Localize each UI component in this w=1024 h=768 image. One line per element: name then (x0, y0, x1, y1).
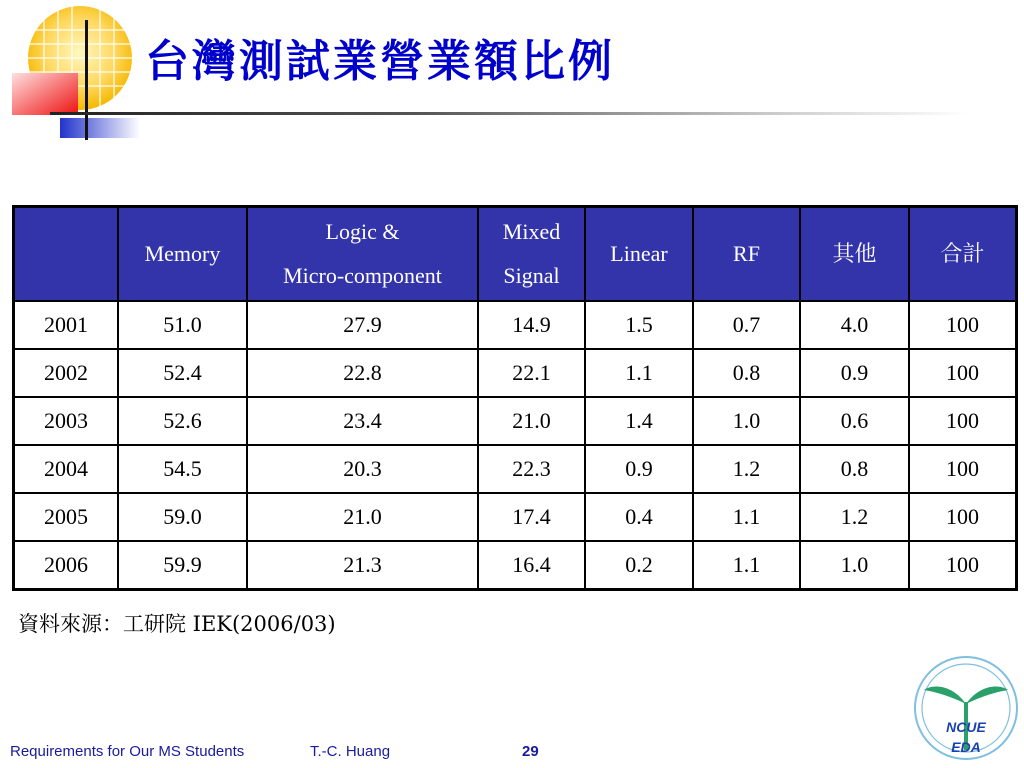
table-cell-mixed-signal: 22.3 (478, 445, 585, 493)
footer-author: T.-C. Huang (310, 743, 391, 760)
table-cell-total: 100 (909, 541, 1015, 588)
table-row (15, 541, 1015, 588)
table-cell-logic: 21.0 (247, 493, 478, 541)
revenue-share-table (12, 205, 1018, 591)
table-cell-linear: 1.5 (585, 301, 693, 349)
table-cell-logic: 23.4 (247, 397, 478, 445)
table-cell-year: 2003 (15, 397, 118, 445)
table-cell-memory: 52.6 (118, 397, 247, 445)
header-cell-total: 合計 (909, 208, 1015, 301)
header-cell-logic: Logic & Micro-component (247, 208, 478, 301)
table-cell-mixed-signal: 17.4 (478, 493, 585, 541)
table-cell-linear: 1.1 (585, 349, 693, 397)
table-row (15, 445, 1015, 493)
data-source-note: 資料來源：工研院 IEK(2006/03) (18, 612, 336, 636)
table-cell-year: 2004 (15, 445, 118, 493)
table-cell-total: 100 (909, 445, 1015, 493)
header-cell-linear: Linear (585, 208, 693, 301)
footer-course-title: Requirements for Our MS Students (10, 743, 245, 760)
table-cell-year: 2002 (15, 349, 118, 397)
table-cell-logic: 22.8 (247, 349, 478, 397)
table-cell-rf: 1.1 (693, 493, 800, 541)
header-cell-year (15, 208, 118, 301)
table-cell-total: 100 (909, 397, 1015, 445)
table-cell-other: 1.0 (800, 541, 909, 588)
table-cell-mixed-signal: 16.4 (478, 541, 585, 588)
table-cell-memory: 59.0 (118, 493, 247, 541)
table-cell-other: 0.6 (800, 397, 909, 445)
table-cell-memory: 51.0 (118, 301, 247, 349)
header-cell-memory: Memory (118, 208, 247, 301)
table-row (15, 397, 1015, 445)
table-cell-logic: 21.3 (247, 541, 478, 588)
table-cell-memory: 59.9 (118, 541, 247, 588)
table-row (15, 301, 1015, 349)
table-cell-other: 0.9 (800, 349, 909, 397)
table-cell-year: 2001 (15, 301, 118, 349)
table-row (15, 349, 1015, 397)
table-cell-total: 100 (909, 349, 1015, 397)
table-cell-year: 2006 (15, 541, 118, 588)
table-cell-rf: 1.0 (693, 397, 800, 445)
title-underline (50, 112, 970, 115)
footer-page-number: 29 (522, 743, 539, 760)
table-cell-linear: 0.4 (585, 493, 693, 541)
table-cell-rf: 0.7 (693, 301, 800, 349)
table-cell-linear: 0.9 (585, 445, 693, 493)
table-cell-total: 100 (909, 301, 1015, 349)
table-cell-mixed-signal: 14.9 (478, 301, 585, 349)
table-cell-other: 4.0 (800, 301, 909, 349)
logo-text-line2: EDA (951, 739, 981, 755)
title-decoration-graphic (0, 0, 160, 150)
table-cell-memory: 54.5 (118, 445, 247, 493)
table-cell-rf: 0.8 (693, 349, 800, 397)
table-header-row (15, 208, 1015, 301)
table-cell-year: 2005 (15, 493, 118, 541)
header-cell-rf: RF (693, 208, 800, 301)
table-cell-mixed-signal: 22.1 (478, 349, 585, 397)
table-cell-mixed-signal: 21.0 (478, 397, 585, 445)
table-cell-linear: 1.4 (585, 397, 693, 445)
table-cell-logic: 20.3 (247, 445, 478, 493)
table-row (15, 493, 1015, 541)
table-cell-linear: 0.2 (585, 541, 693, 588)
table-cell-other: 1.2 (800, 493, 909, 541)
logo-text-line1: NCUE (946, 719, 986, 735)
table-cell-total: 100 (909, 493, 1015, 541)
table-cell-logic: 27.9 (247, 301, 478, 349)
header-cell-mixed-signal: Mixed Signal (478, 208, 585, 301)
table-cell-rf: 1.2 (693, 445, 800, 493)
table-cell-memory: 52.4 (118, 349, 247, 397)
table-cell-other: 0.8 (800, 445, 909, 493)
table-cell-rf: 1.1 (693, 541, 800, 588)
header-cell-other: 其他 (800, 208, 909, 301)
slide-title: 台灣測試業營業額比例 (145, 36, 615, 87)
